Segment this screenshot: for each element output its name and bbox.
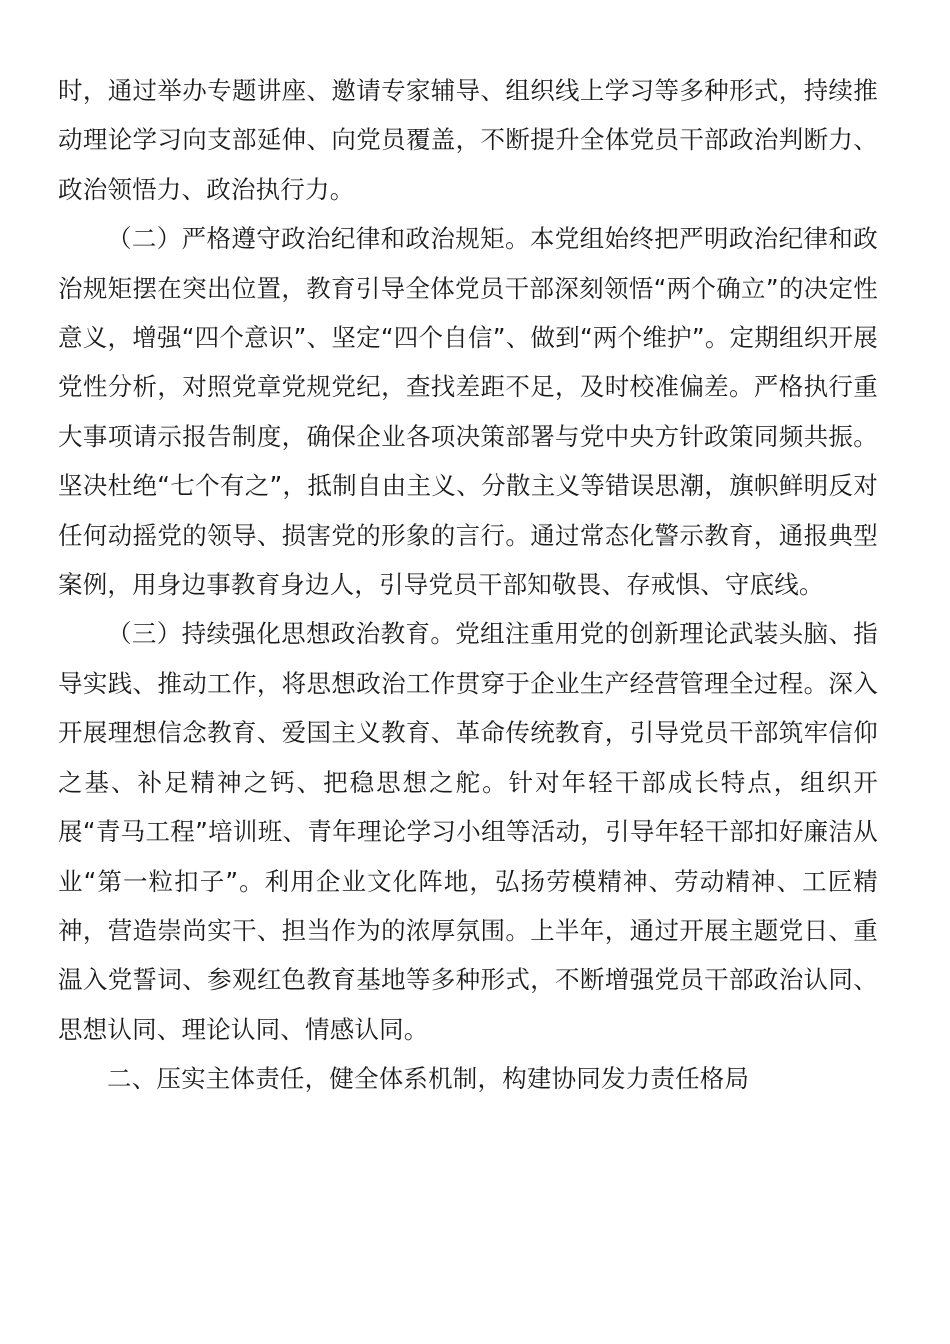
paragraph-political-discipline: （二）严格遵守政治纪律和政治规矩。本党组始终把严明政治纪律和政治规矩摆在突出位置，教育引导全体党员干部深刻领悟“两个确立”的决定性意义，增强“四个意识”、坚定“四个自信”、做到“两个维护”。定期组织开展党性分析，对照党章党规党纪，查找差距不足，及时校准偏差。严格执行重大事项请示报告制度，确保企业各项决策部署与党中央方针政策同频共振。坚决杜绝“七个有之”，抵制自由主义、分散主义等错误思潮，旗帜鲜明反对任何动摇党的领导、损害党的形象的言行。通过常态化警示教育，通报典型案例，用身边事教育身边人，引导党员干部知敬畏、存戒惧、守底线。 <box>58 224 878 600</box>
paragraph-ideological-education: （三）持续强化思想政治教育。党组注重用党的创新理论武装头脑、指导实践、推动工作，将思想政治工作贯穿于企业生产经营管理全过程。深入开展理想信念教育、爱国主义教育、革命传统教育，引导党员干部筑牢信仰之基、补足精神之钙、把稳思想之舵。针对年轻干部成长特点，组织开展“青马工程”培训班、青年理论学习小组等活动，引导年轻干部扣好廉洁从业“第一粒扣子”。利用企业文化阵地，弘扬劳模精神、劳动精神、工匠精神，营造崇尚实干、担当作为的浓厚氛围。上半年，通过开展主题党日、重温入党誓词、参观红色教育基地等多种形式，不断增强党员干部政治认同、思想认同、理论认同、情感认同。 <box>58 619 878 1044</box>
section-heading-two: 二、压实主体责任，健全体系机制，构建协同发力责任格局 <box>107 1064 750 1094</box>
document-body <box>58 66 878 1104</box>
paragraph-continuation: 时，通过举办专题讲座、邀请专家辅导、组织线上学习等多种形式，持续推动理论学习向支部延伸、向党员覆盖，不断提升全体党员干部政治判断力、政治领悟力、政治执行力。 <box>58 76 878 204</box>
